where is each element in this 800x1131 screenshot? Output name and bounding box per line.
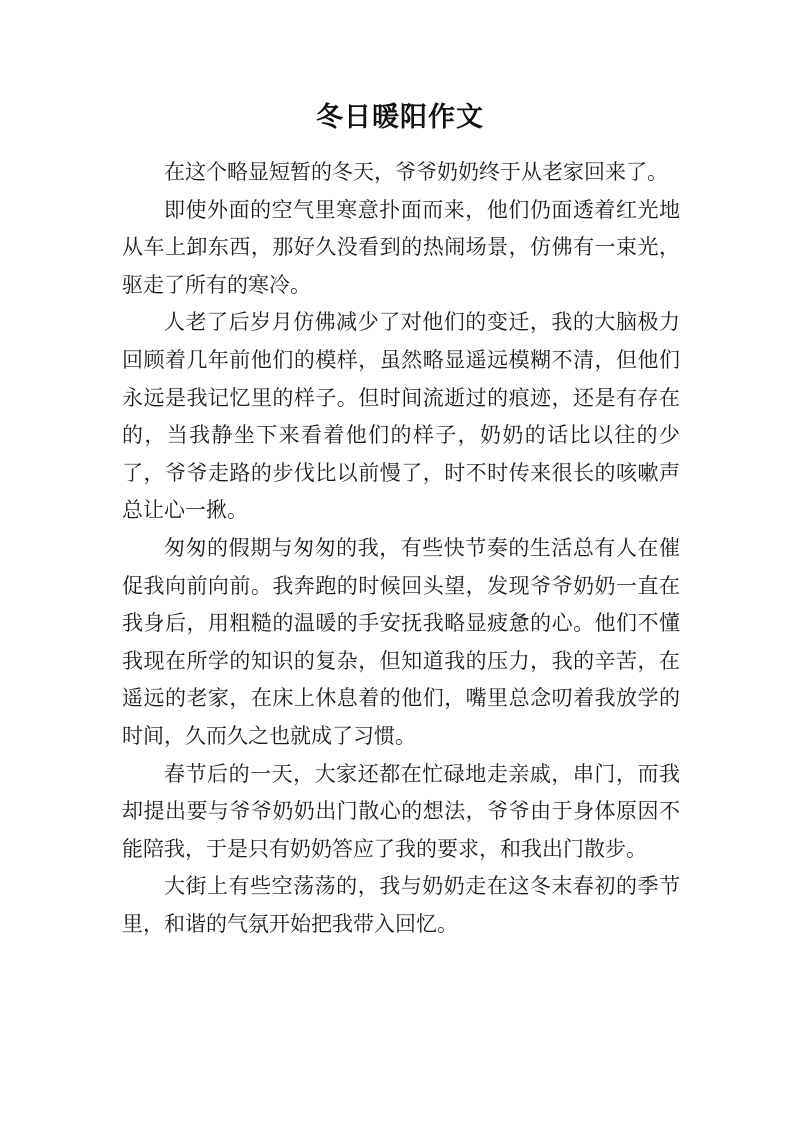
paragraph-5: 春节后的一天，大家还都在忙碌地走亲戚，串门，而我却提出要与爷爷奶奶出门散心的想法，爷爷由于身体原因不能陪我，于是只有奶奶答应了我的要求，和我出门散步。 [122,761,680,861]
essay-body [122,154,680,943]
page-title: 冬日暖阳作文 [316,102,484,133]
paragraph-2: 即使外面的空气里寒意扑面而来，他们仍面透着红光地从车上卸东西，那好久没看到的热闹场景，仿佛有一束光，驱走了所有的寒冷。 [122,197,680,297]
paragraph-1: 在这个略显短暂的冬天，爷爷奶奶终于从老家回来了。 [164,160,668,184]
paragraph-6: 大街上有些空荡荡的，我与奶奶走在这冬末春初的季节里，和谐的气氛开始把我带入回忆。 [122,874,680,936]
paragraph-4: 匆匆的假期与匆匆的我，有些快节奏的生活总有人在催促我向前向前。我奔跑的时候回头望，发现爷爷奶奶一直在我身后，用粗糙的温暖的手安抚我略显疲惫的心。他们不懂我现在所学的知识的复杂，但知道我的压力，我的辛苦，在遥远的老家，在床上休息着的他们，嘴里总念叨着我放学的时间，久而久之也就成了习惯。 [122,535,680,748]
paragraph-3: 人老了后岁月仿佛减少了对他们的变迁，我的大脑极力回顾着几年前他们的模样，虽然略显遥远模糊不清，但他们永远是我记忆里的样子。但时间流逝过的痕迹，还是有存在的，当我静坐下来看着他们的样子，奶奶的话比以往的少了，爷爷走路的步伐比以前慢了，时不时传来很长的咳嗽声总让心一揪。 [122,310,680,523]
